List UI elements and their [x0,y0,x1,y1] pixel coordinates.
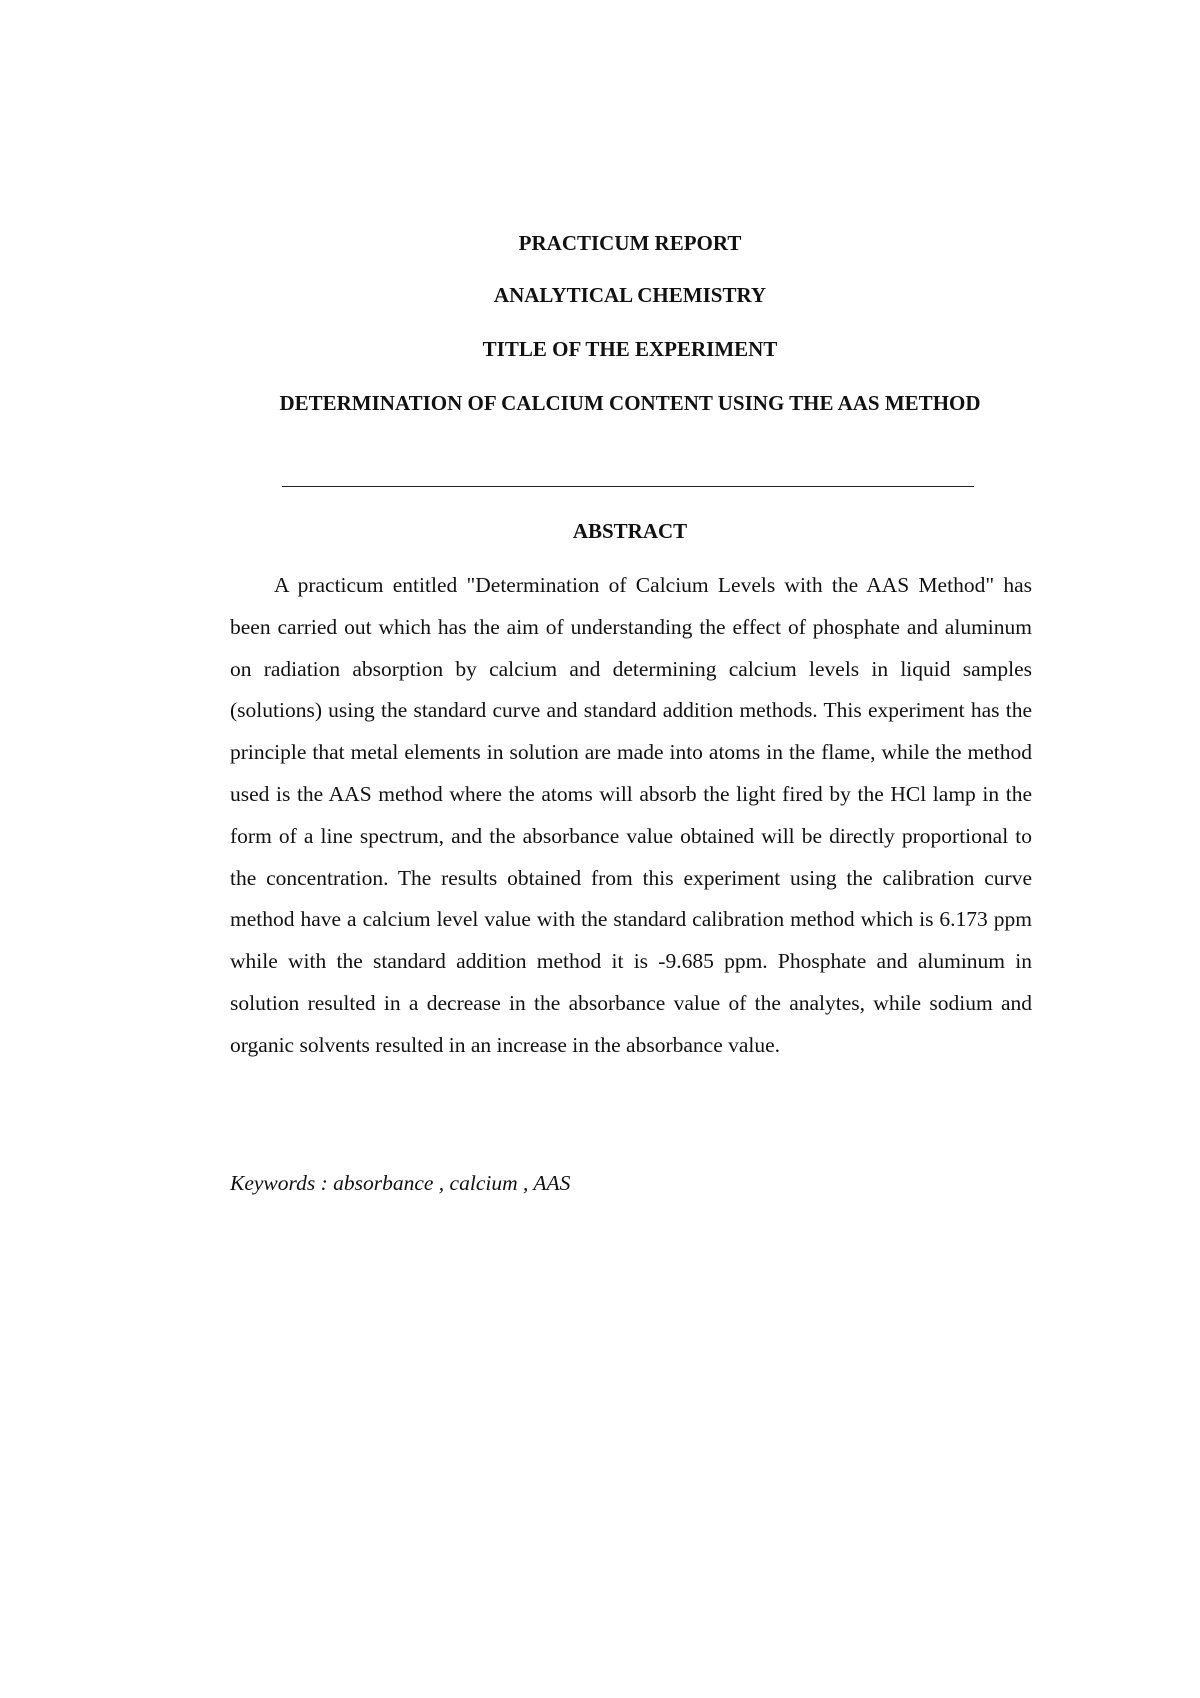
abstract-body: A practicum entitled "Determination of Calcium Levels with the AAS Method" has been carried out which has the aim of understanding the effect of phosphate and aluminum on radiation absorption by calcium and determining calcium levels in liquid samples (solutions) using the standard curve and standard addition methods. This experiment has the principle that metal elements in solution are made into atoms in the flame, while the method used is the AAS method where the atoms will absorb the light fired by the HCl lamp in the form of a line spectrum, and the absorbance value obtained will be directly proportional to the concentration. The results obtained from this experiment using the calibration curve method have a calcium level value with the standard calibration method which is 6.173 ppm while with the standard addition method it is -9.685 ppm. Phosphate and aluminum in solution resulted in a decrease in the absorbance value of the analytes, while sodium and organic solvents resulted in an increase in the absorbance value. [230,573,1032,1057]
keywords: Keywords : absorbance , calcium , AAS [230,1171,571,1195]
title-label: TITLE OF THE EXPERIMENT [482,337,778,361]
abstract-heading: ABSTRACT [572,519,688,543]
report-label: PRACTICUM REPORT [518,231,742,255]
experiment-title: DETERMINATION OF CALCIUM CONTENT USING THE AAS METHOD [279,391,981,415]
divider-line [282,486,974,487]
subject-heading: ANALYTICAL CHEMISTRY [493,283,767,307]
